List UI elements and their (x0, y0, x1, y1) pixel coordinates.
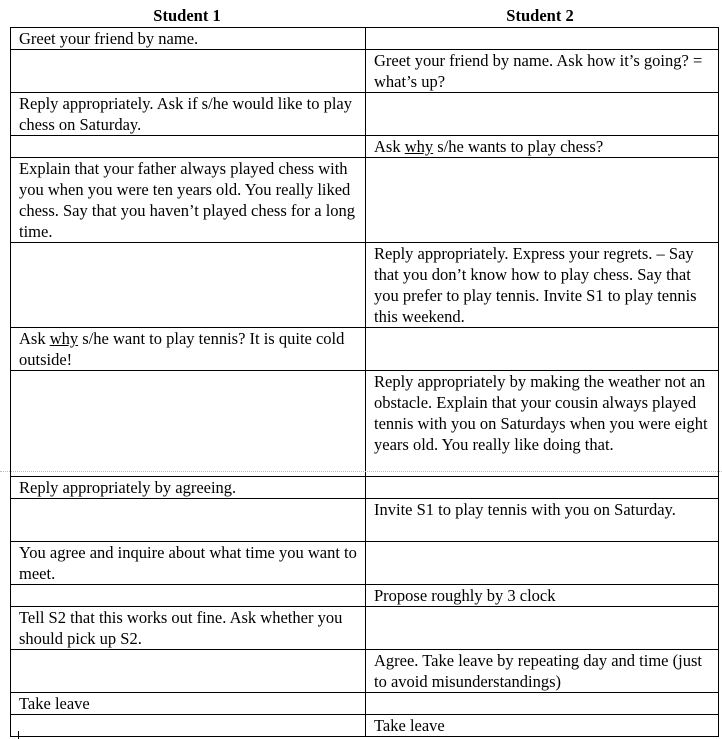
table-row (11, 93, 719, 136)
table-row (11, 650, 719, 693)
cursor-tick (18, 731, 19, 739)
student1-cell (11, 650, 366, 693)
student2-cell: Greet your friend by name. Ask how it’s going? = what’s up? (366, 50, 719, 93)
student2-cell (366, 158, 719, 243)
table-row (11, 136, 719, 158)
student2-cell (366, 328, 719, 371)
dialogue-table (10, 27, 719, 737)
student1-cell (11, 499, 366, 542)
student1-cell: Reply appropriately by agreeing. (11, 477, 366, 499)
student1-cell (11, 136, 366, 158)
student2-cell: Reply appropriately by making the weather not an obstacle. Explain that your cousin always played tennis with you on Saturdays when you were eight years old. You really like doing that. (366, 371, 719, 477)
table-row (11, 477, 719, 499)
student1-cell: Take leave (11, 693, 366, 715)
underlined-word: why (49, 329, 79, 348)
underlined-word: why (404, 137, 434, 156)
student1-cell: Tell S2 that this works out fine. Ask whether you should pick up S2. (11, 607, 366, 650)
text-run: s/he want to play tennis? It is quite cold outside! (19, 329, 345, 369)
table-header (10, 5, 716, 27)
table-row (11, 328, 719, 371)
student1-cell: Greet your friend by name. (11, 28, 366, 50)
student2-heading: Student 2 (506, 6, 574, 25)
table-row (11, 715, 719, 737)
text-run: Ask (19, 329, 50, 348)
student1-cell (11, 243, 366, 328)
student2-cell (366, 136, 719, 158)
student1-cell: Explain that your father always played chess with you when you were ten years old. You really liked chess. Say that you haven’t played chess for a long time. (11, 158, 366, 243)
text-run: s/he wants to play chess? (433, 137, 604, 156)
student2-cell (366, 93, 719, 136)
student2-cell (366, 477, 719, 499)
student2-cell: Agree. Take leave by repeating day and time (just to avoid misunderstandings) (366, 650, 719, 693)
student2-cell: Take leave (366, 715, 719, 737)
table-row (11, 243, 719, 328)
student1-cell (11, 371, 366, 477)
student1-heading: Student 1 (153, 6, 221, 25)
table-row (11, 50, 719, 93)
table-row (11, 371, 719, 477)
table-row (11, 542, 719, 585)
student1-cell: Reply appropriately. Ask if s/he would like to play chess on Saturday. (11, 93, 366, 136)
text-run: Ask (374, 137, 405, 156)
student1-cell (11, 328, 366, 371)
table-row (11, 693, 719, 715)
student2-cell: Reply appropriately. Express your regrets. – Say that you don’t know how to play chess. Say that you prefer to play tennis. Invite S1 to play tennis this weekend. (366, 243, 719, 328)
student1-cell (11, 585, 366, 607)
student2-cell (366, 542, 719, 585)
student2-cell: Invite S1 to play tennis with you on Saturday. (366, 499, 719, 542)
student2-cell (366, 693, 719, 715)
table-row (11, 158, 719, 243)
student2-cell: Propose roughly by 3 clock (366, 585, 719, 607)
table-row (11, 28, 719, 50)
student1-cell (11, 715, 366, 737)
page-break-guide (0, 471, 722, 472)
student2-cell (366, 607, 719, 650)
table-row (11, 499, 719, 542)
table-row (11, 585, 719, 607)
student2-cell (366, 28, 719, 50)
student1-cell (11, 50, 366, 93)
student1-cell: You agree and inquire about what time you want to meet. (11, 542, 366, 585)
table-row (11, 607, 719, 650)
